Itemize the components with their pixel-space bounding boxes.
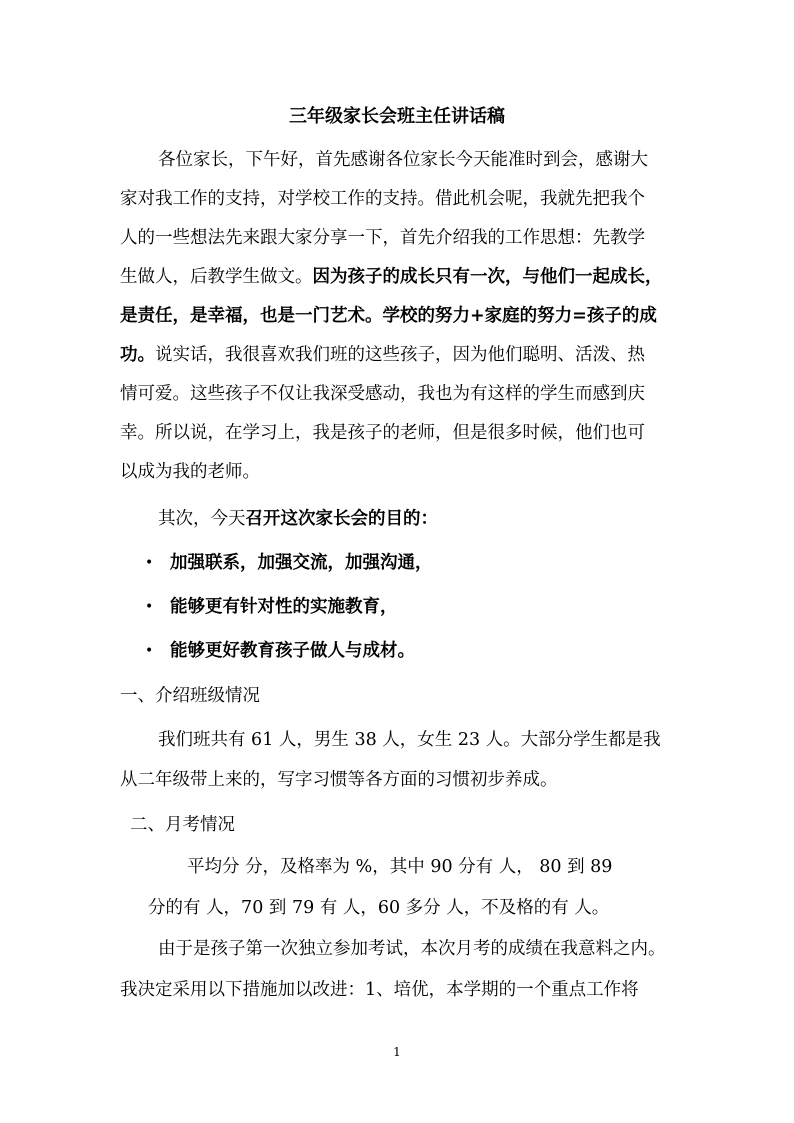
purpose-item-1: 加强联系，加强交流，加强沟通， [170,553,433,573]
section-1-line-1: 我们班共有 61 人，男生 38 人，女生 23 人。大部分学生都是我 [158,730,661,750]
section-1-heading: 一、介绍班级情况 [120,686,260,706]
intro-line-6 [120,344,645,366]
document-title: 三年级家长会班主任讲话稿 [289,106,505,127]
purpose-item-2: 能够更有针对性的实施教育， [170,597,398,617]
section-2-heading: 二、月考情况 [130,815,235,835]
purpose-line [158,508,438,530]
bullet-2-icon: • [145,599,154,615]
intro-line-6-bold: 功。 [120,345,155,365]
section-2-line-1: 平均分 分，及格率为 %，其中 90 分有 人， 80 到 89 [187,857,613,877]
intro-line-4 [120,266,663,288]
section-2-line-3: 由于是孩子第一次独立参加考试，本次月考的成绩在我意料之内。 [158,939,666,959]
intro-line-9: 以成为我的老师。 [120,462,260,482]
intro-line-8: 幸。所以说，在学习上，我是孩子的老师，但是很多时候，他们也可 [120,423,645,443]
purpose-bold: 召开这次家长会的目的： [245,509,438,529]
purpose-prefix: 其次，今天 [158,509,246,529]
intro-line-6-plain: 说实话，我很喜欢我们班的这些孩子，因为他们聪明、活泼、热 [155,345,645,365]
intro-line-4-bold: 因为孩子的成长只有一次，与他们一起成长， [312,267,663,287]
intro-line-7: 情可爱。这些孩子不仅让我深受感动，我也为有这样的学生而感到庆 [120,384,645,404]
page-number: 1 [393,1045,401,1059]
section-2-line-4: 我决定采用以下措施加以改进：1、培优，本学期的一个重点工作将 [120,980,639,1000]
section-1-line-2: 从二年级带上来的，写字习惯等各方面的习惯初步养成。 [120,770,558,790]
intro-line-2: 家对我工作的支持，对学校工作的支持。借此机会呢，我就先把我个 [120,189,645,209]
bullet-3-icon: • [145,643,154,659]
intro-line-4-plain: 生做人，后教学生做文。 [120,267,313,287]
bullet-1-icon: • [145,555,154,571]
intro-line-1: 各位家长，下午好，首先感谢各位家长今天能准时到会，感谢大 [158,150,648,170]
purpose-item-3: 能够更好教育孩子做人与成材。 [170,641,415,661]
intro-line-3: 人的一些想法先来跟大家分享一下，首先介绍我的工作思想：先教学 [120,228,645,248]
section-2-line-2: 分的有 人，70 到 79 有 人，60 多分 人，不及格的有 人。 [148,898,610,918]
intro-line-5: 是责任，是幸福，也是一门艺术。学校的努力+家庭的努力=孩子的成 [120,306,657,326]
